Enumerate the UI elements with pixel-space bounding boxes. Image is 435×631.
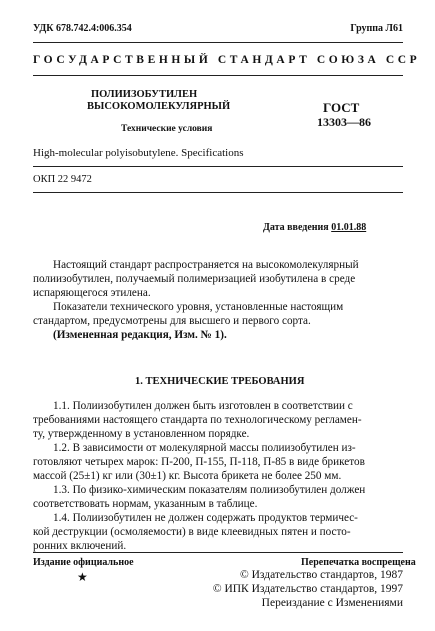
document-title-line2: ВЫСОКОМОЛЕКУЛЯРНЫЙ xyxy=(87,101,231,112)
reissue-note: Переиздание с Изменениями xyxy=(261,597,403,609)
section-line: соответствовать нормам, указанным в таблице. xyxy=(33,498,258,510)
gost-label: ГОСТ xyxy=(323,100,360,115)
copyright-line-1: © Издательство стандартов, 1987 xyxy=(239,569,403,581)
section-line: ронних включений. xyxy=(33,540,127,552)
header-top-rule xyxy=(33,42,403,43)
document-title-line1: ПОЛИИЗОБУТИЛЕН xyxy=(91,89,198,100)
group-code: Группа Л61 xyxy=(350,23,403,34)
spec-subtitle: Технические условия xyxy=(121,124,213,134)
gost-number: 13303—86 xyxy=(317,115,371,129)
okp-bottom-rule xyxy=(33,192,403,193)
section-line: 1.1. Полиизобутилен должен быть изготовлен в соответствии с xyxy=(53,400,353,412)
introduction-date-block xyxy=(263,222,366,233)
section-line: 1.4. Полиизобутилен не должен содержать продуктов термичес- xyxy=(53,512,358,524)
intro-line: испаряющегося этилена. xyxy=(33,287,151,299)
section-line: готовляют четырех марок: П-200, П-155, П-118, П-85 в виде брикетов xyxy=(33,456,365,468)
header-bottom-rule xyxy=(33,75,403,76)
udk-code: УДК 678.742.4:006.354 xyxy=(33,23,132,34)
section-line: требованиями настоящего стандарта по технологическому регламен- xyxy=(33,414,362,426)
section-heading: 1. ТЕХНИЧЕСКИЕ ТРЕБОВАНИЯ xyxy=(135,376,305,387)
section-line: кой деструкции (осмоляемости) в виде клеевидных пятен и посто- xyxy=(33,526,351,538)
title-bottom-rule xyxy=(33,166,403,167)
intro-line: полиизобутилен, получаемый полимеризацией изобутилена в среде xyxy=(33,273,356,285)
english-title: High-molecular polyisobutylene. Specifications xyxy=(33,147,244,159)
intro-line: Настоящий стандарт распространяется на высокомолекулярный xyxy=(53,259,359,271)
intro-line: Показатели технического уровня, установленные настоящим xyxy=(53,301,344,313)
edition-note: (Измененная редакция, Изм. № 1). xyxy=(53,329,227,341)
copyright-line-2: © ИПК Издательство стандартов, 1997 xyxy=(212,583,403,595)
section-line: массой (25±1) кг или (30±1) кг. Высота брикета не более 250 мм. xyxy=(33,470,342,482)
star-icon: ★ xyxy=(77,570,88,584)
section-line: 1.3. По физико-химическим показателям полиизобутилен должен xyxy=(53,484,366,496)
okp-code: ОКП 22 9472 xyxy=(33,174,92,185)
section-line: 1.2. В зависимости от молекулярной массы полиизобутилен из- xyxy=(53,442,356,454)
introduction-date-label: Дата введения xyxy=(263,222,329,233)
footer-separator-rule xyxy=(33,552,403,553)
introduction-date-value: 01.01.88 xyxy=(331,222,367,233)
section-line: ту, утвержденному в установленном порядке. xyxy=(33,428,250,440)
official-edition-label: Издание официальное xyxy=(33,557,134,568)
state-standard-title: ГОСУДАРСТВЕННЫЙ СТАНДАРТ СОЮЗА ССР xyxy=(33,54,421,66)
reprint-prohibited-label: Перепечатка воспрещена xyxy=(301,557,416,568)
intro-line: стандартом, предусмотрены для высшего и первого сорта. xyxy=(33,315,311,327)
